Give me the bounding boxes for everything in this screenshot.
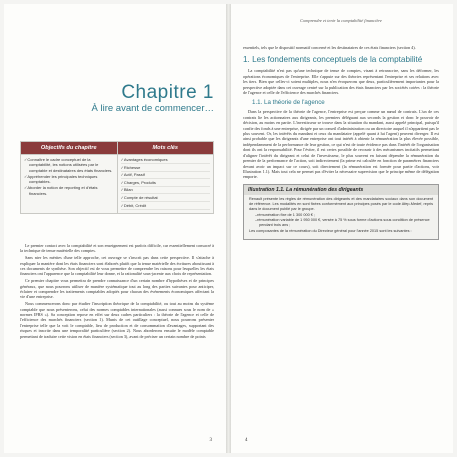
left-body-text [20, 243, 214, 340]
keyword-item: ✓ Débit, Crédit [121, 203, 211, 210]
right-page [231, 4, 453, 453]
chapter-subtitle: À lire avant de commencer… [91, 103, 214, 114]
paragraph: Nous commencerons donc par étudier l'inscription théorique de la comptabilité, ou tout au moins du système comptable que nous présenterons, celui des normes comptables internationales (aussi connues sous le nom de « normes IFRS »). Sa conception repose en effet sur deux cadres particuliers : la théorie de l'agence et celle de l'efficience des marchés financiers (section 1). Munis de cet outillage conceptuel, nous pourrons présenter l'entreprise telle que la voit le comptable, lieu de production et de consommation d'avantages, supportant des risques et inscrite dans une temporalité particulière (section 2). Nous aborderons ensuite le modèle comptable permettant de traduire cette vision en états financiers (section 3), avant de préciser un certain nombre de points [20, 301, 214, 339]
section-heading: 1. Les fondements conceptuels de la comptabilité [243, 55, 423, 65]
keyword-item: ✓ Charges, Produits [121, 180, 211, 187]
paragraph: Dans la perspective de la théorie de l'agence, l'entreprise est perçue comme un nœud de contrats. L'un de ces contrats lie les actionnaires aux dirigeants, les premiers déléguant aux seconds la gestion et donc le pouvoir de décision, au moins en partie. L'investisseur se trouve dans la situation du mandant, aussi appelé principal, puisqu'il confie des fonds à une entreprise, dirigée par un conseil d'administration ou un directoire auquel il n'appartient pas le plus souvent. Or, les intérêts du mandant et ceux du mandataire (appelé quant à lui l'agent) peuvent diverger. Il est ainsi probable que les dirigeants d'une entreprise ont tout intérêt à obtenir la rémunération la plus élevée possible, indépendamment de la performance de leur gestion, ce qui n'est de toute évidence pas dans l'intérêt de l'organisation dont ils ont la responsabilité. Pour l'éviter, il est certes possible de recourir à des mécanismes incitatifs permettant d'aligner l'intérêt du dirigeant et celui de l'investisseur, le plus souvent en faisant dépendre la rémunération du premier de la performance de l'action, soit indirectement (la prime est calculée en fonction de paramètres financiers devant avoir un impact sur ce cours), soit directement (la rémunération est formée pour partie d'actions, voir Illustration 1.1). Mais tout cela ne permet pas d'éviter la nécessaire supervision que le principe même de délégation emporte. [243, 109, 439, 180]
paragraph: Le premier contact avec la comptabilité et son enseignement est parfois difficile, car essentiellement consacré à la technique de tenue matérielle des comptes. [20, 243, 214, 254]
objective-item: ✓ Appréhender les principales techniques comptables. [24, 174, 114, 185]
paragraph: Sans nier les mérites d'une telle approche, cet ouvrage se s'inscrit pas dans cette perspective. Il s'attache à expliquer la manière dont les états financiers sont élaborés plutôt que la tenue matérielle des écritures aboutissant à ces documents de synthèse. Son objectif est de vous permettre de comprendre les raisons pour lesquelles les états financiers ont l'apparence que la comptabilité leur donne, et la rationalité sous-jacente aux choix de représentation. [20, 255, 214, 277]
paragraph: Ce premier chapitre vous permettra de prendre connaissance d'un certain nombre d'hypothèses et de principes généraux, que nous pourrons utiliser de manière systématique tout au long des parties suivantes pour anticiper, éclairer et comprendre les traitements comptables adoptés pour chacun des événements économiques affectant la vie d'une entreprise. [20, 278, 214, 300]
illustration-item: – rémunération fixe de 1 300 000 € ; [255, 213, 433, 218]
objective-item: ✓ Aborder la notion de reporting et d'états financiers. [24, 185, 114, 196]
paragraph: La comptabilité n'est pas qu'une technique de tenue de comptes, visant à retranscrire, sans les déformer, les opérations économiques de l'entreprise. Elle s'appuie sur des théories représentant l'entreprise et ses relations avec les tiers. Bien que celles-ci soient multiples, nous n'en évoquerons que deux, particulièrement importantes pour la perspective adoptée dans cet ouvrage centré sur la publication des états financiers par les sociétés cotées : la théorie de l'agence et celle de l'efficience des marchés financiers. [243, 68, 439, 96]
right-body-text [243, 45, 439, 240]
keyword-item: ✓ Actif, Passif [121, 172, 211, 179]
illustration-body [244, 195, 438, 239]
objectives-table [20, 141, 214, 214]
keyword-item: ✓ Avantages économiques [121, 157, 211, 164]
illustration-title: Illustration 1.1. La rémunération des dirigeants [244, 185, 438, 195]
objective-item: ✓ Connaître le cadre conceptuel de la comptabilité, les notions utilisées par le comptable et destinataires des états financiers. [24, 157, 114, 173]
running-header: Comprendre et tenir la comptabilité financière [300, 18, 382, 23]
subsection-heading: 1.1. La théorie de l'agence [252, 99, 325, 107]
keywords-cell [117, 155, 214, 214]
illustration-item: – rémunération variable de 1 950 000 €, versée à 75 % sous forme d'actions sous condition de présence pendant trois ans ; [255, 218, 433, 228]
illustration-box [243, 184, 439, 240]
objectives-header: Objectifs du chapitre [21, 142, 118, 155]
page-number: 3 [209, 438, 212, 443]
keyword-item: ✓ Bilan [121, 187, 211, 194]
page-number: 4 [245, 438, 248, 443]
keyword-item: ✓ Richesse [121, 165, 211, 172]
illustration-text: Les composantes de la rémunération du Directeur général pour l'année 2015 sont les suivantes : [249, 229, 412, 234]
chapter-title: Chapitre 1 [121, 82, 214, 103]
paragraph: essentiels, tels que le dispositif normatif concerné et les destinataires de ces états financiers (section 4). [243, 45, 416, 50]
keywords-header: Mots clés [117, 142, 214, 155]
left-page [4, 4, 226, 453]
illustration-intro: Renault présente les règles de rémunération des dirigeants et des mandataires sociaux dans son document de référence. Les modalités en sont fixées conformément aux principes posés par le code Afep-Medef, repris dans le document publié par le groupe. [249, 196, 433, 211]
keyword-item: ✓ Compte de résultat [121, 195, 211, 202]
objectives-cell [21, 155, 118, 214]
